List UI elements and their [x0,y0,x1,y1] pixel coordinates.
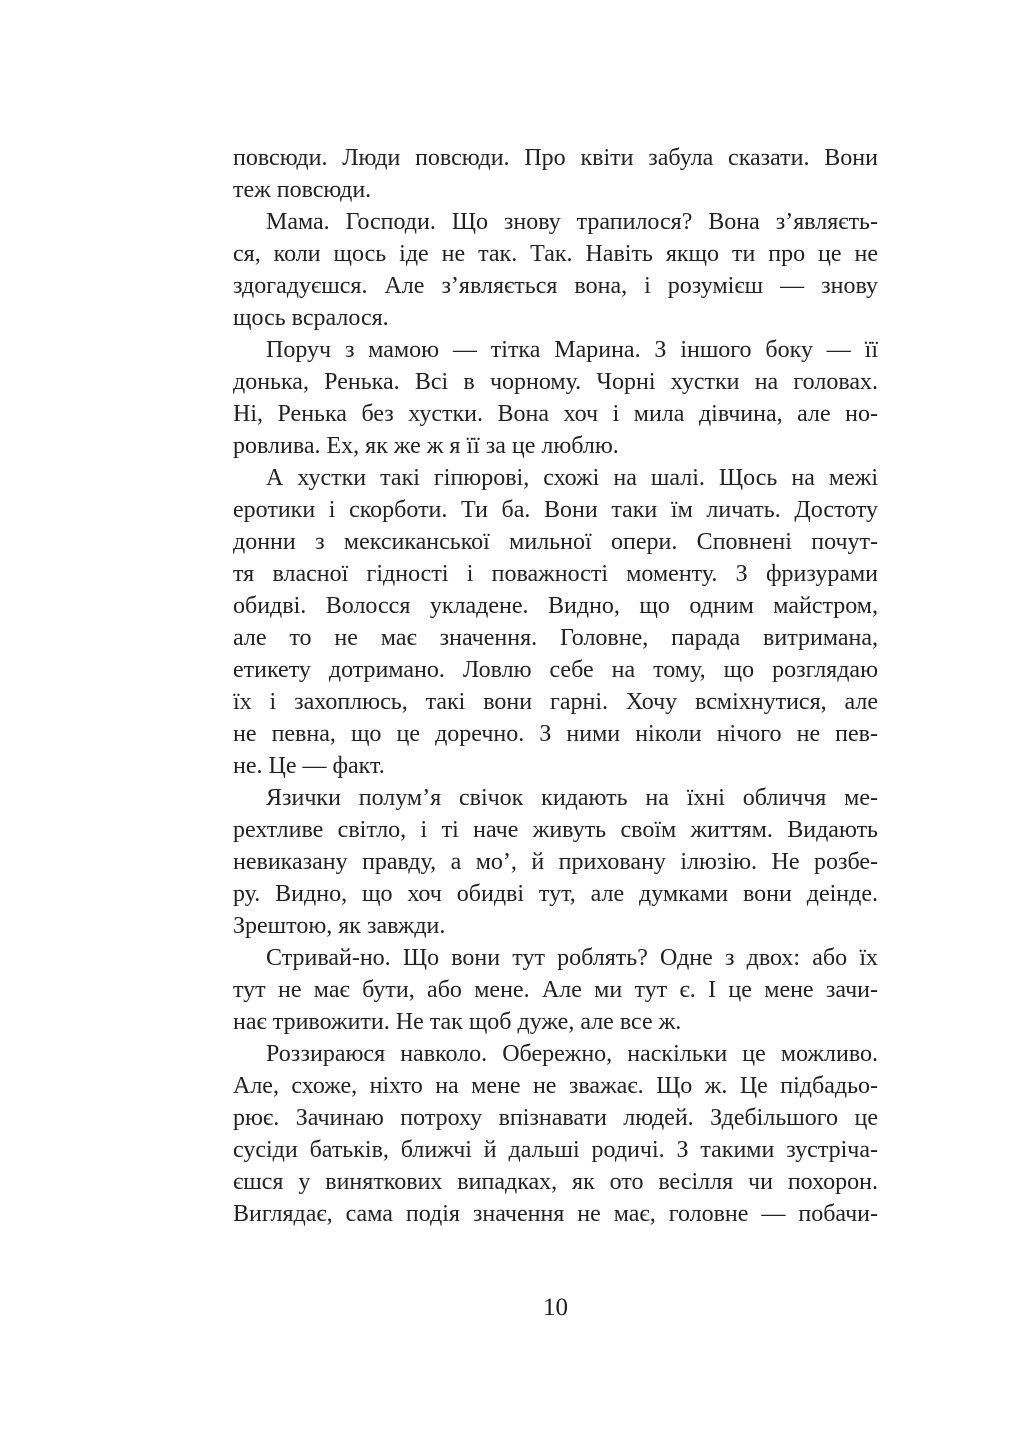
text-line: А хустки такі гіпюрові, схожі на шалі. Щось на межі [266,465,878,491]
text-line: нає тривожити. Не так щоб дуже, але все ж. [233,1009,682,1035]
text-line: еротики і скорботи. Ти ба. Вони таки їм личать. Достоту [233,497,878,523]
paragraph [233,206,878,334]
text-line: етикету дотримано. Ловлю себе на тому, що розглядаю [233,657,878,683]
text-line: Роззираюся навколо. Обережно, наскільки це можливо. [266,1041,878,1067]
text-line: рює. Зачинаю потроху впізнавати людей. Здебільшого це [233,1105,878,1131]
text-line: обидві. Волосся укладене. Видно, що одним майстром, [233,593,878,619]
text-line: єшся у виняткових випадках, як ото весілля чи похорон. [233,1169,878,1195]
text-line: ру. Видно, що хоч обидві тут, але думками вони деінде. [233,881,878,907]
paragraph [233,782,878,942]
text-line: щось всралося. [233,305,389,331]
text-line: не. Це — факт. [233,753,385,779]
text-line: Язички полум’я свічок кидають на їхні обличчя ме- [266,785,878,811]
text-line: сусіди батьків, ближчі й дальші родичі. З такими зустріча- [233,1137,878,1163]
body-text [233,142,878,1230]
text-line: рехтливе світло, і ті наче живуть своїм життям. Видають [233,817,878,843]
text-line: повсюди. Люди повсюди. Про квіти забула сказати. Вони [233,145,878,171]
text-line: Стривай-но. Що вони тут роблять? Одне з двох: або їх [266,945,878,971]
paragraph [233,942,878,1038]
text-line: Виглядає, сама подія значення не має, головне — побачи- [233,1201,878,1227]
text-line: Поруч з мамою — тітка Марина. З іншого боку — її [266,337,878,363]
text-line: теж повсюди. [233,177,372,203]
text-line: Але, схоже, ніхто на мене не зважає. Що ж. Це підбадьо- [233,1073,878,1099]
text-line: ровлива. Ех, як же ж я її за це люблю. [233,433,619,459]
text-line: Мама. Господи. Що знову трапилося? Вона з’являєть- [266,209,878,235]
text-line: Ні, Ренька без хустки. Вона хоч і мила дівчина, але но- [233,401,878,427]
text-line: донька, Ренька. Всі в чорному. Чорні хустки на головах. [233,369,878,395]
paragraph [233,1038,878,1230]
page-number: 10 [543,1294,568,1321]
text-line: Зрештою, як завжди. [233,913,446,939]
paragraph [233,142,878,206]
text-line: здогадуєшся. Але з’являється вона, і розумієш — знову [233,273,878,299]
paragraph [233,334,878,462]
text-line: не певна, що це доречно. З ними ніколи нічого не пев- [233,721,878,747]
text-line: донни з мексиканської мильної опери. Сповнені почут- [233,529,878,555]
text-line: ся, коли щось іде не так. Так. Навіть якщо ти про це не [233,241,878,267]
paragraph [233,462,878,782]
text-line: тут не має бути, або мене. Але ми тут є. І це мене зачи- [233,977,878,1003]
text-line: але то не має значення. Головне, парада витримана, [233,625,878,651]
text-line: невиказану правду, а мо’, й приховану ілюзію. Не розбе- [233,849,878,875]
text-line: тя власної гідності і поважності моменту. З фризурами [233,561,878,587]
text-line: їх і захоплюсь, такі вони гарні. Хочу всміхнутися, але [233,689,878,715]
